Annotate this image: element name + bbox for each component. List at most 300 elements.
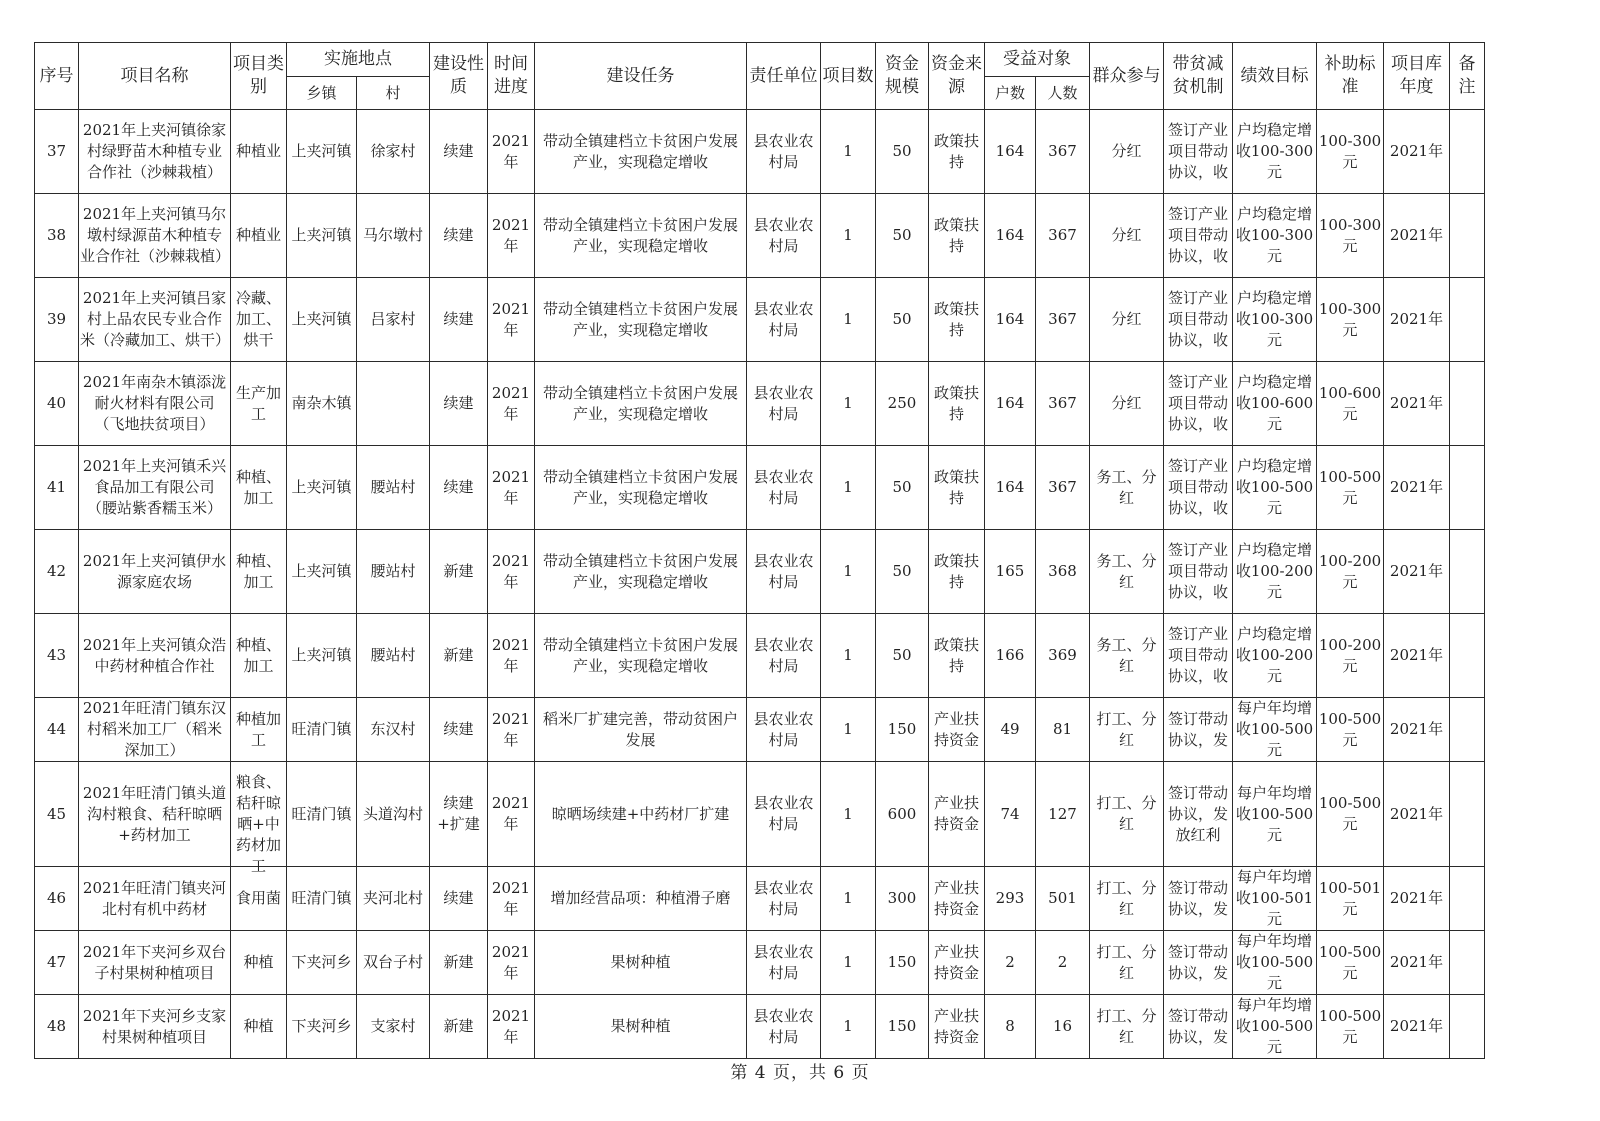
- cell-count: [821, 110, 876, 194]
- cell-nature: [430, 867, 488, 931]
- cell-seq: [35, 362, 79, 446]
- cell-name-text: 2021年上夹河镇马尔墩村绿源苗木种植专业合作社（沙棘栽植）: [80, 205, 231, 265]
- cell-name: [79, 614, 231, 698]
- cell-seq: [35, 995, 79, 1059]
- cell-subsidy-text: 100-300元: [1318, 215, 1382, 255]
- cell-town: [287, 446, 357, 530]
- cell-nature-text: 续建: [443, 889, 474, 907]
- cell-mechanism: [1164, 446, 1233, 530]
- cell-village-text: 马尔墩村: [362, 226, 423, 244]
- cell-category-text: 种植加工: [235, 709, 281, 749]
- cell-unit-text: 县农业农村局: [753, 467, 814, 507]
- cell-people-text: 127: [1048, 804, 1077, 823]
- cell-task: [535, 362, 747, 446]
- cell-nature: [430, 614, 488, 698]
- cell-source: [929, 762, 985, 867]
- cell-participation-text: 务工、分红: [1096, 635, 1157, 675]
- cell-town-text: 上夹河镇: [291, 646, 352, 664]
- table-row: [35, 698, 1485, 762]
- cell-task-text: 带动全镇建档立卡贫困户发展产业，实现稳定增收: [542, 467, 738, 507]
- cell-scale: [876, 995, 929, 1059]
- cell-subsidy: [1317, 867, 1384, 931]
- cell-count-text: 1: [843, 720, 853, 738]
- cell-goal: [1233, 446, 1317, 530]
- header-remark: 备注: [1450, 43, 1485, 110]
- table-row: [35, 931, 1485, 995]
- cell-mechanism: [1164, 698, 1233, 762]
- cell-subsidy: [1317, 698, 1384, 762]
- cell-nature-text: 新建: [443, 562, 474, 580]
- cell-village: [357, 867, 430, 931]
- cell-unit-text: 县农业农村局: [753, 215, 814, 255]
- table-row: [35, 278, 1485, 362]
- cell-nature: [430, 446, 488, 530]
- cell-seq: [35, 278, 79, 362]
- cell-remark: [1450, 995, 1485, 1059]
- cell-count-text: 1: [843, 889, 853, 907]
- cell-unit: [747, 698, 821, 762]
- cell-category-text: 粮食、秸秆晾晒+中药材加工: [235, 773, 281, 875]
- cell-mechanism-text: 签订带动协议，发: [1167, 878, 1228, 918]
- cell-schedule: [488, 698, 535, 762]
- cell-remark: [1450, 278, 1485, 362]
- cell-year-text: 2021年: [1389, 804, 1444, 823]
- cell-task-text: 果树种植: [610, 1017, 671, 1035]
- cell-people: [1036, 614, 1090, 698]
- header-town: 乡镇: [287, 77, 357, 110]
- cell-schedule-text: 2021年: [491, 299, 531, 339]
- cell-seq-text: 38: [46, 226, 67, 244]
- cell-mechanism-text: 签订产业项目带动协议，收: [1167, 121, 1228, 181]
- cell-subsidy: [1317, 614, 1384, 698]
- cell-seq-text: 48: [46, 1017, 67, 1035]
- cell-task: [535, 614, 747, 698]
- cell-schedule: [488, 530, 535, 614]
- cell-unit: [747, 446, 821, 530]
- cell-seq-text: 37: [46, 142, 67, 160]
- cell-count-text: 1: [843, 646, 853, 664]
- cell-village: [357, 278, 430, 362]
- cell-participation-text: 打工、分红: [1096, 878, 1157, 918]
- cell-village: [357, 698, 430, 762]
- cell-task-text: 带动全镇建档立卡贫困户发展产业，实现稳定增收: [542, 635, 738, 675]
- cell-subsidy: [1317, 931, 1384, 995]
- cell-schedule-text: 2021年: [491, 942, 531, 982]
- cell-town: [287, 110, 357, 194]
- cell-village-text: 徐家村: [370, 142, 416, 160]
- cell-village-text: 夹河北村: [362, 889, 423, 907]
- cell-town-text: 上夹河镇: [291, 142, 352, 160]
- cell-unit-text: 县农业农村局: [753, 635, 814, 675]
- cell-people: [1036, 867, 1090, 931]
- cell-nature-text: 续建+扩建: [437, 794, 480, 833]
- cell-source: [929, 995, 985, 1059]
- cell-task: [535, 698, 747, 762]
- cell-unit: [747, 931, 821, 995]
- cell-year-text: 2021年: [1389, 478, 1444, 496]
- cell-town: [287, 362, 357, 446]
- cell-goal-text: 户均稳定增收100-300元: [1235, 205, 1314, 265]
- cell-participation-text: 务工、分红: [1096, 467, 1157, 507]
- cell-mechanism-text: 签订带动协议，发放红利: [1167, 783, 1228, 844]
- cell-name-text: 2021年旺清门镇头道沟村粮食、秸秆晾晒+药材加工: [82, 783, 227, 844]
- cell-seq: [35, 867, 79, 931]
- cell-town: [287, 995, 357, 1059]
- cell-people: [1036, 278, 1090, 362]
- cell-village-text: 腰站村: [370, 562, 416, 580]
- cell-nature-text: 续建: [443, 478, 474, 496]
- cell-task-text: 带动全镇建档立卡贫困户发展产业，实现稳定增收: [542, 299, 738, 339]
- cell-year: [1384, 614, 1450, 698]
- cell-people-text: 368: [1048, 562, 1077, 580]
- cell-scale: [876, 762, 929, 867]
- cell-goal-text: 户均稳定增收100-300元: [1235, 289, 1314, 349]
- cell-goal: [1233, 194, 1317, 278]
- cell-nature-text: 新建: [443, 646, 474, 664]
- cell-task-text: 增加经营品项：种植滑子磨: [550, 889, 731, 907]
- header-nature: 建设性质: [430, 43, 488, 110]
- cell-participation-text: 分红: [1111, 394, 1142, 412]
- cell-schedule: [488, 362, 535, 446]
- table-row: [35, 762, 1485, 867]
- cell-goal-text: 户均稳定增收100-600元: [1235, 373, 1314, 433]
- cell-seq: [35, 931, 79, 995]
- cell-nature: [430, 931, 488, 995]
- cell-task: [535, 530, 747, 614]
- cell-name: [79, 762, 231, 867]
- cell-goal: [1233, 867, 1317, 931]
- cell-goal-text: 户均稳定增收100-500元: [1235, 457, 1314, 517]
- cell-subsidy-text: 100-200元: [1318, 635, 1382, 675]
- cell-source-text: 产业扶持资金: [933, 942, 979, 982]
- cell-scale: [876, 278, 929, 362]
- cell-year-text: 2021年: [1389, 720, 1444, 738]
- cell-year-text: 2021年: [1389, 889, 1444, 907]
- cell-schedule: [488, 762, 535, 867]
- cell-participation: [1090, 762, 1164, 867]
- cell-households-text: 74: [1000, 804, 1020, 823]
- cell-mechanism: [1164, 995, 1233, 1059]
- cell-participation-text: 打工、分红: [1096, 794, 1157, 833]
- cell-schedule: [488, 995, 535, 1059]
- cell-goal: [1233, 362, 1317, 446]
- cell-remark: [1450, 446, 1485, 530]
- cell-source: [929, 698, 985, 762]
- cell-nature: [430, 995, 488, 1059]
- cell-source-text: 产业扶持资金: [933, 1006, 979, 1046]
- cell-town: [287, 931, 357, 995]
- cell-goal: [1233, 530, 1317, 614]
- cell-participation-text: 打工、分红: [1096, 942, 1157, 982]
- cell-village: [357, 530, 430, 614]
- cell-households-text: 293: [995, 889, 1025, 907]
- cell-category-text: 种植: [243, 953, 274, 971]
- cell-participation: [1090, 194, 1164, 278]
- cell-source: [929, 614, 985, 698]
- cell-goal: [1233, 110, 1317, 194]
- cell-category: [231, 278, 287, 362]
- cell-year: [1384, 867, 1450, 931]
- cell-subsidy-text: 100-500元: [1318, 794, 1382, 833]
- cell-participation-text: 分红: [1111, 310, 1142, 328]
- cell-unit: [747, 614, 821, 698]
- cell-scale-text: 600: [887, 804, 917, 823]
- cell-name-text: 2021年上夹河镇徐家村绿野苗木种植专业合作社（沙棘栽植）: [82, 121, 227, 181]
- cell-participation: [1090, 867, 1164, 931]
- cell-village-text: 腰站村: [370, 646, 416, 664]
- cell-mechanism-text: 签订产业项目带动协议，收: [1167, 289, 1228, 349]
- cell-village: [357, 995, 430, 1059]
- cell-year-text: 2021年: [1389, 646, 1444, 664]
- cell-category-text: 种植、加工: [235, 467, 281, 507]
- cell-count: [821, 446, 876, 530]
- cell-category-text: 食用菌: [235, 889, 281, 907]
- cell-households-text: 164: [995, 478, 1025, 496]
- cell-count-text: 1: [843, 310, 853, 328]
- header-beneficiaries: 受益对象: [985, 43, 1090, 77]
- table-row: [35, 110, 1485, 194]
- cell-task: [535, 867, 747, 931]
- cell-seq-text: 44: [46, 720, 67, 738]
- cell-count: [821, 762, 876, 867]
- cell-town: [287, 194, 357, 278]
- cell-name-text: 2021年上夹河镇伊水源家庭农场: [82, 551, 227, 591]
- cell-households-text: 164: [995, 142, 1025, 160]
- cell-participation: [1090, 931, 1164, 995]
- cell-category: [231, 110, 287, 194]
- cell-scale-text: 300: [887, 889, 917, 907]
- cell-nature-text: 续建: [443, 142, 474, 160]
- cell-schedule-text: 2021年: [491, 794, 531, 833]
- cell-schedule-text: 2021年: [491, 131, 531, 171]
- cell-village-text: 支家村: [370, 1017, 416, 1035]
- cell-task-text: 带动全镇建档立卡贫困户发展产业，实现稳定增收: [542, 383, 738, 423]
- cell-schedule-text: 2021年: [491, 635, 531, 675]
- cell-nature: [430, 278, 488, 362]
- cell-village-text: 吕家村: [370, 310, 416, 328]
- cell-scale-text: 150: [887, 953, 917, 971]
- cell-count-text: 1: [843, 142, 853, 160]
- cell-unit-text: 县农业农村局: [753, 942, 814, 982]
- cell-people-text: 367: [1048, 478, 1077, 496]
- cell-scale: [876, 530, 929, 614]
- cell-people-text: 501: [1048, 889, 1077, 907]
- cell-remark: [1450, 110, 1485, 194]
- header-households: 户数: [985, 77, 1036, 110]
- cell-source-text: 政策扶持: [933, 383, 979, 423]
- cell-schedule: [488, 614, 535, 698]
- cell-village-text: 东汉村: [370, 720, 416, 738]
- cell-seq: [35, 110, 79, 194]
- cell-nature-text: 续建: [443, 226, 474, 244]
- cell-village: [357, 931, 430, 995]
- cell-mechanism: [1164, 194, 1233, 278]
- cell-task-text: 带动全镇建档立卡贫困户发展产业，实现稳定增收: [542, 551, 738, 591]
- cell-nature-text: 续建: [443, 310, 474, 328]
- cell-unit-text: 县农业农村局: [753, 131, 814, 171]
- cell-count: [821, 530, 876, 614]
- cell-subsidy: [1317, 278, 1384, 362]
- cell-year: [1384, 278, 1450, 362]
- cell-category-text: 种植、加工: [235, 551, 281, 591]
- cell-people: [1036, 762, 1090, 867]
- cell-schedule-text: 2021年: [491, 1006, 531, 1046]
- cell-scale: [876, 867, 929, 931]
- cell-schedule: [488, 110, 535, 194]
- cell-households-text: 164: [995, 226, 1025, 244]
- cell-year: [1384, 698, 1450, 762]
- cell-mechanism-text: 签订产业项目带动协议，收: [1167, 457, 1228, 517]
- cell-scale-text: 50: [892, 142, 912, 160]
- cell-remark: [1450, 762, 1485, 867]
- cell-subsidy: [1317, 762, 1384, 867]
- cell-schedule-text: 2021年: [491, 467, 531, 507]
- header-participation: 群众参与: [1090, 43, 1164, 110]
- cell-remark: [1450, 530, 1485, 614]
- table-row: [35, 995, 1485, 1059]
- cell-subsidy-text: 100-600元: [1318, 383, 1382, 423]
- cell-people: [1036, 995, 1090, 1059]
- cell-people-text: 367: [1048, 226, 1077, 244]
- cell-unit-text: 县农业农村局: [753, 383, 814, 423]
- cell-subsidy-text: 100-300元: [1318, 299, 1382, 339]
- cell-participation: [1090, 530, 1164, 614]
- cell-name: [79, 530, 231, 614]
- cell-seq-text: 40: [46, 394, 67, 412]
- cell-seq: [35, 614, 79, 698]
- cell-name: [79, 110, 231, 194]
- cell-category: [231, 362, 287, 446]
- cell-unit-text: 县农业农村局: [753, 709, 814, 749]
- cell-seq: [35, 698, 79, 762]
- cell-name: [79, 867, 231, 931]
- cell-name: [79, 362, 231, 446]
- cell-village-text: 双台子村: [362, 953, 423, 971]
- cell-name-text: 2021年下夹河乡双台子村果树种植项目: [82, 942, 227, 982]
- cell-name: [79, 931, 231, 995]
- cell-category-text: 生产加工: [235, 383, 281, 423]
- cell-category-text: 种植、加工: [235, 635, 281, 675]
- cell-seq-text: 39: [46, 310, 67, 328]
- cell-people: [1036, 110, 1090, 194]
- cell-unit-text: 县农业农村局: [753, 299, 814, 339]
- cell-scale-text: 150: [887, 1017, 917, 1035]
- cell-subsidy-text: 100-200元: [1318, 551, 1382, 591]
- cell-source-text: 政策扶持: [933, 467, 979, 507]
- cell-scale-text: 50: [892, 226, 912, 244]
- cell-task-text: 带动全镇建档立卡贫困户发展产业，实现稳定增收: [542, 131, 738, 171]
- cell-people-text: 2: [1057, 953, 1068, 971]
- cell-schedule-text: 2021年: [491, 215, 531, 255]
- cell-scale: [876, 698, 929, 762]
- cell-category: [231, 698, 287, 762]
- cell-task: [535, 194, 747, 278]
- cell-count: [821, 278, 876, 362]
- cell-mechanism: [1164, 362, 1233, 446]
- cell-remark: [1450, 867, 1485, 931]
- cell-scale: [876, 446, 929, 530]
- header-people: 人数: [1036, 77, 1090, 110]
- cell-scale: [876, 110, 929, 194]
- header-village: 村: [357, 77, 430, 110]
- header-goal: 绩效目标: [1233, 43, 1317, 110]
- cell-town-text: 上夹河镇: [291, 310, 352, 328]
- cell-unit: [747, 762, 821, 867]
- cell-village: [357, 110, 430, 194]
- cell-nature: [430, 530, 488, 614]
- cell-source: [929, 867, 985, 931]
- cell-name-text: 2021年旺清门镇夹河北村有机中药材: [82, 878, 227, 918]
- cell-households: [985, 614, 1036, 698]
- cell-mechanism: [1164, 762, 1233, 867]
- cell-town-text: 上夹河镇: [291, 226, 352, 244]
- cell-source-text: 产业扶持资金: [933, 709, 979, 749]
- cell-subsidy-text: 100-300元: [1318, 131, 1382, 171]
- cell-nature-text: 新建: [443, 953, 474, 971]
- cell-subsidy-text: 100-500元: [1318, 709, 1382, 749]
- cell-scale-text: 50: [892, 646, 912, 664]
- cell-year-text: 2021年: [1389, 310, 1444, 328]
- cell-goal-text: 每户年均增收100-500元: [1235, 932, 1314, 992]
- cell-schedule-text: 2021年: [491, 551, 531, 591]
- cell-scale-text: 250: [887, 394, 917, 412]
- cell-participation-text: 打工、分红: [1096, 709, 1157, 749]
- cell-people-text: 367: [1048, 394, 1077, 412]
- cell-households: [985, 762, 1036, 867]
- cell-mechanism-text: 签订产业项目带动协议，收: [1167, 541, 1228, 601]
- cell-nature: [430, 698, 488, 762]
- cell-source: [929, 362, 985, 446]
- cell-unit-text: 县农业农村局: [753, 1006, 814, 1046]
- cell-count-text: 1: [843, 1017, 853, 1035]
- cell-seq-text: 46: [46, 889, 67, 907]
- cell-scale: [876, 362, 929, 446]
- cell-category-text: 种植: [243, 1017, 274, 1035]
- cell-count-text: 1: [843, 562, 853, 580]
- cell-people-text: 81: [1052, 720, 1073, 738]
- cell-mechanism: [1164, 110, 1233, 194]
- cell-category-text: 种植业: [235, 226, 281, 244]
- cell-mechanism-text: 签订产业项目带动协议，收: [1167, 625, 1228, 685]
- cell-unit: [747, 110, 821, 194]
- cell-source-text: 政策扶持: [933, 551, 979, 591]
- cell-households-text: 165: [995, 562, 1025, 580]
- cell-households: [985, 530, 1036, 614]
- cell-town-text: 旺清门镇: [291, 720, 352, 738]
- cell-participation: [1090, 698, 1164, 762]
- cell-town: [287, 278, 357, 362]
- cell-source-text: 产业扶持资金: [933, 794, 979, 833]
- cell-subsidy-text: 100-500元: [1318, 1006, 1382, 1046]
- cell-nature: [430, 762, 488, 867]
- table-row: [35, 194, 1485, 278]
- cell-name: [79, 278, 231, 362]
- cell-schedule: [488, 931, 535, 995]
- cell-scale-text: 50: [892, 562, 912, 580]
- cell-people-text: 369: [1048, 646, 1077, 664]
- cell-source-text: 政策扶持: [933, 131, 979, 171]
- cell-remark: [1450, 614, 1485, 698]
- cell-name-text: 2021年上夹河镇众浩中药材种植合作社: [82, 635, 227, 675]
- header-seq: 序号: [35, 43, 79, 110]
- header-count: 项目数: [821, 43, 876, 110]
- cell-households-text: 2: [1005, 953, 1015, 971]
- cell-households: [985, 867, 1036, 931]
- cell-subsidy-text: 100-500元: [1318, 467, 1382, 507]
- cell-remark: [1450, 698, 1485, 762]
- cell-goal-text: 户均稳定增收100-200元: [1235, 541, 1314, 601]
- cell-village: [357, 614, 430, 698]
